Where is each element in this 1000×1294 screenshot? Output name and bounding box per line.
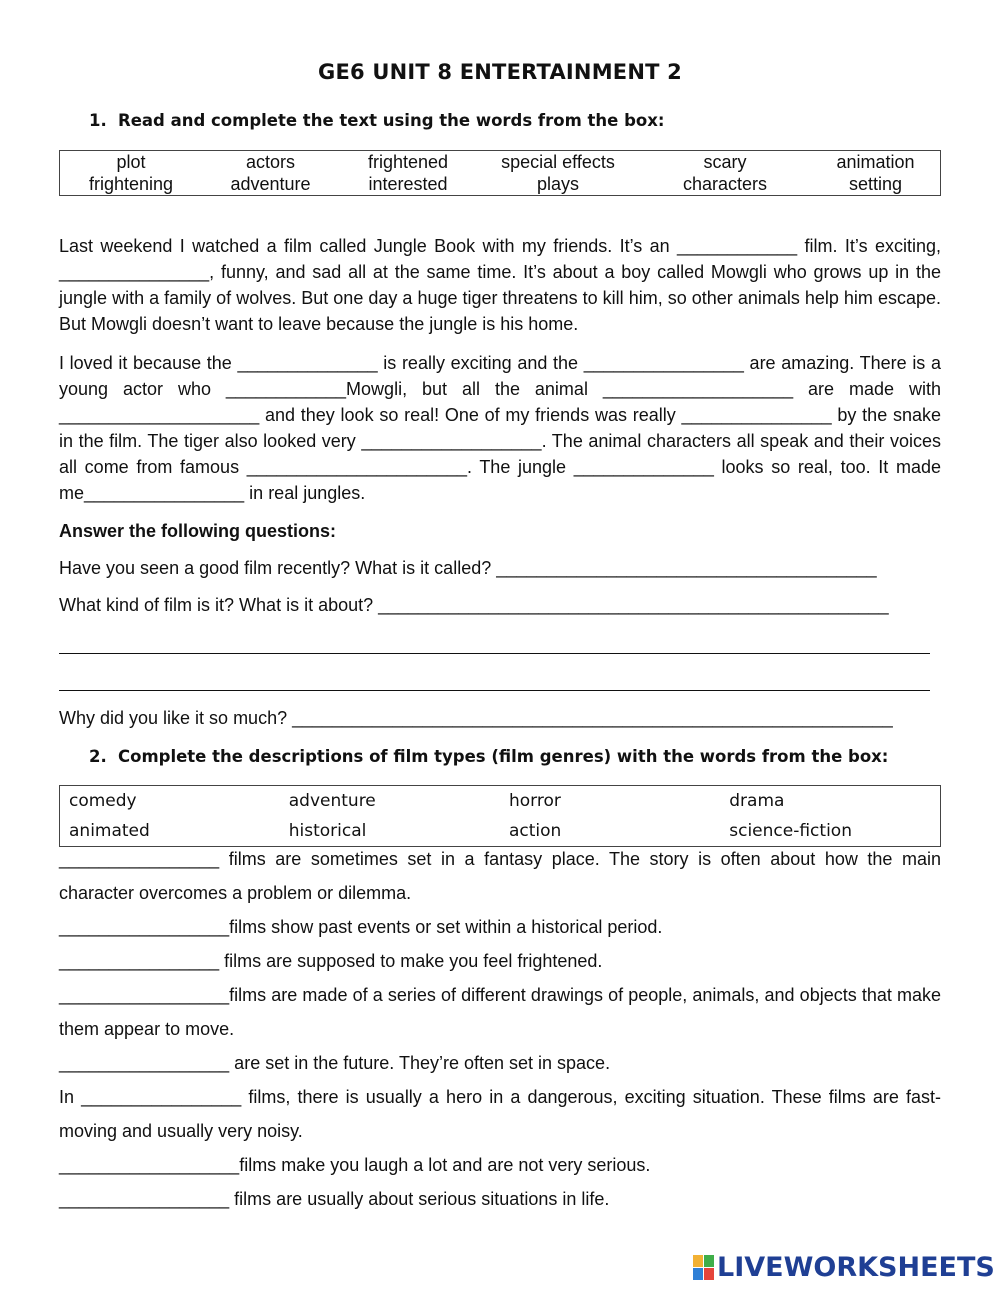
word-box-cell: actors (245, 152, 296, 172)
liveworksheets-icon (693, 1255, 714, 1280)
word-box-cell: drama (729, 791, 785, 811)
genre-description: ________________ films are sometimes set in a fantasy place. The story is often about how the main character overcomes a problem or dilemma. (59, 849, 941, 903)
section2-heading-text: Complete the descriptions of film types (film genres) with the words from the box: (118, 747, 889, 766)
word-box-cell: frightening (88, 174, 174, 194)
word-box-cell: horror (509, 791, 561, 811)
section1-number: 1. (89, 111, 107, 130)
word-box-cell: animated (69, 821, 150, 841)
liveworksheets-logo (693, 1252, 995, 1283)
genre-description: _________________ films are usually about serious situations in life. (59, 1189, 610, 1209)
word-box-2 (59, 785, 941, 847)
word-box-1-row (60, 173, 941, 196)
word-box-1 (59, 150, 941, 196)
genre-description: _________________ are set in the future. They’re often set in space. (59, 1053, 611, 1073)
logo-text: LIVEWORKSHEETS (717, 1252, 995, 1283)
word-box-cell: plot (116, 152, 146, 172)
word-box-cell: adventure (230, 174, 311, 194)
genre-description: _________________films are made of a series of different drawings of people, animals, and objects that make them appear to move. (59, 985, 941, 1039)
paragraph-2: I loved it because the ______________ is really exciting and the ________________ are amazing. There is a young actor who ____________Mowgli, but all the animal ___________________ are made with ____________________ and they look so real! One of my friends was really _______________ by the snake in the film. The tiger also looked very __________________. The animal characters all speak and their voices all come from famous ______________________. The jungle ______________ looks so real, too. It made me________________ in real jungles. (59, 353, 941, 503)
paragraph-1: Last weekend I watched a film called Jungle Book with my friends. It’s an ____________ film. It’s exciting, _______________, funny, and sad all at the same time. It’s about a boy called Mowgli who grows up in the jungle with a family of wolves. But one day a huge tiger threatens to kill him, so other animals help him escape. But Mowgli doesn’t want to leave because the jungle is his home. (59, 236, 941, 334)
word-box-cell: historical (288, 821, 367, 841)
question-3: Why did you like it so much? ____________________________________________________________ (59, 708, 893, 728)
section2-heading (89, 747, 888, 766)
word-box-cell: action (509, 821, 562, 841)
word-box-cell: plays (536, 174, 580, 194)
page-title: GE6 UNIT 8 ENTERTAINMENT 2 (318, 60, 682, 84)
section1-heading-text: Read and complete the text using the words from the box: (118, 111, 665, 130)
answer-line (59, 653, 930, 654)
answer-line (59, 690, 930, 691)
word-box-cell: comedy (69, 791, 137, 811)
genre-description: __________________films make you laugh a lot and are not very serious. (59, 1155, 651, 1175)
word-box-cell: frightened (367, 152, 449, 172)
word-box-cell: special effects (501, 152, 615, 172)
genre-description: ________________ films are supposed to make you feel frightened. (59, 951, 603, 971)
word-box-cell: scary (703, 152, 747, 172)
question-1: Have you seen a good film recently? What is it called? ______________________________________ (59, 558, 877, 578)
word-box-cell: science-fiction (729, 821, 852, 841)
word-box-cell: interested (368, 174, 448, 194)
section2-number: 2. (89, 747, 107, 766)
word-box-1-row (60, 151, 941, 174)
word-box-cell: characters (682, 174, 768, 194)
genre-description: _________________films show past events or set within a historical period. (59, 917, 663, 937)
questions-heading: Answer the following questions: (59, 521, 337, 541)
question-2: What kind of film is it? What is it about? ___________________________________________________ (59, 595, 889, 615)
section1-heading (89, 111, 664, 130)
word-box-2-row (60, 786, 941, 817)
genre-description: In ________________ films, there is usually a hero in a dangerous, exciting situation. These films are fast-moving and usually very noisy. (59, 1087, 941, 1141)
word-box-cell: adventure (288, 791, 376, 811)
word-box-cell: animation (836, 152, 915, 172)
word-box-cell: setting (848, 174, 903, 194)
